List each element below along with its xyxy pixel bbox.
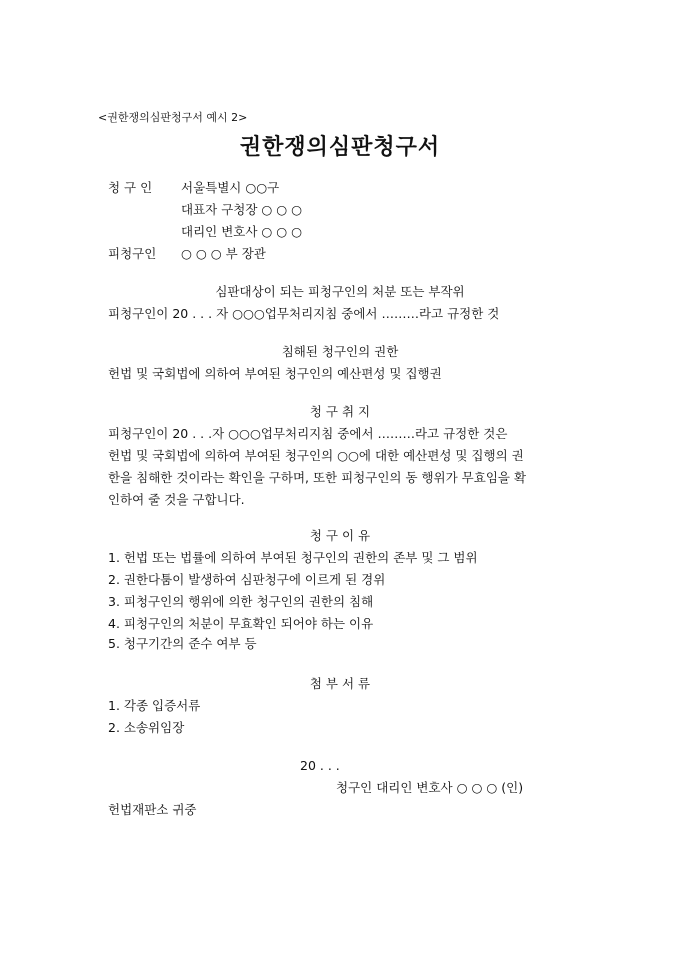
attachments-heading: 첨 부 서 류 (309, 676, 371, 691)
reasons-item-1: 1. 헌법 또는 법률에 의하여 부여된 청구인의 권한의 존부 및 그 범위 (108, 550, 478, 565)
purpose-line-4: 인하여 줄 것을 구합니다. (108, 492, 245, 507)
infringed-heading: 침해된 청구인의 권한 (281, 344, 399, 359)
claimant-representative: 대표자 구청장 ○ ○ ○ (181, 202, 303, 217)
reasons-heading: 청 구 이 유 (309, 528, 371, 543)
closing-signature: 청구인 대리인 변호사 ○ ○ ○ (인) (336, 780, 524, 795)
claimant-name: 서울특별시 ○○구 (181, 180, 280, 195)
attachments-item-2: 2. 소송위임장 (108, 720, 185, 735)
purpose-line-1: 피청구인이 20 . . .자 ○○○업무처리지침 중에서 ………라고 규정한 것은 (108, 426, 508, 441)
document-title: 권한쟁의심판청구서 (239, 135, 441, 160)
purpose-line-3: 한을 침해한 것이라는 확인을 구하며, 또한 피청구인의 동 행위가 무효임을 확 (108, 470, 527, 485)
respondent-label: 피청구인 (108, 246, 157, 261)
respondent-name: ○ ○ ○ 부 장관 (181, 246, 266, 261)
purpose-line-2: 헌법 및 국회법에 의하여 부여된 청구인의 ○○에 대한 예산편성 및 집행의 권 (108, 448, 524, 463)
purpose-heading: 청 구 취 지 (309, 404, 371, 419)
reasons-item-3: 3. 피청구인의 행위에 의한 청구인의 권한의 침해 (108, 594, 374, 609)
subject-heading: 심판대상이 되는 피청구인의 처분 또는 부작위 (215, 284, 465, 299)
reasons-item-2: 2. 권한다툼이 발생하여 심판청구에 이르게 된 경위 (108, 572, 386, 587)
claimant-agent: 대리인 변호사 ○ ○ ○ (181, 224, 303, 239)
closing-date: 20 . . . (300, 758, 340, 773)
claimant-label: 청 구 인 (108, 180, 153, 195)
attachments-item-1: 1. 각종 입증서류 (108, 698, 201, 713)
infringed-body: 헌법 및 국회법에 의하여 부여된 청구인의 예산편성 및 집행권 (108, 366, 442, 381)
reasons-item-5: 5. 청구기간의 준수 여부 등 (108, 636, 257, 651)
reasons-item-4: 4. 피청구인의 처분이 무효확인 되어야 하는 이유 (108, 616, 374, 631)
subject-body: 피청구인이 20 . . . 자 ○○○업무처리지침 중에서 ………라고 규정한 것 (108, 306, 500, 321)
document-note: <권한쟁의심판청구서 예시 2> (98, 111, 248, 124)
closing-addressee: 헌법재판소 귀중 (108, 802, 197, 817)
